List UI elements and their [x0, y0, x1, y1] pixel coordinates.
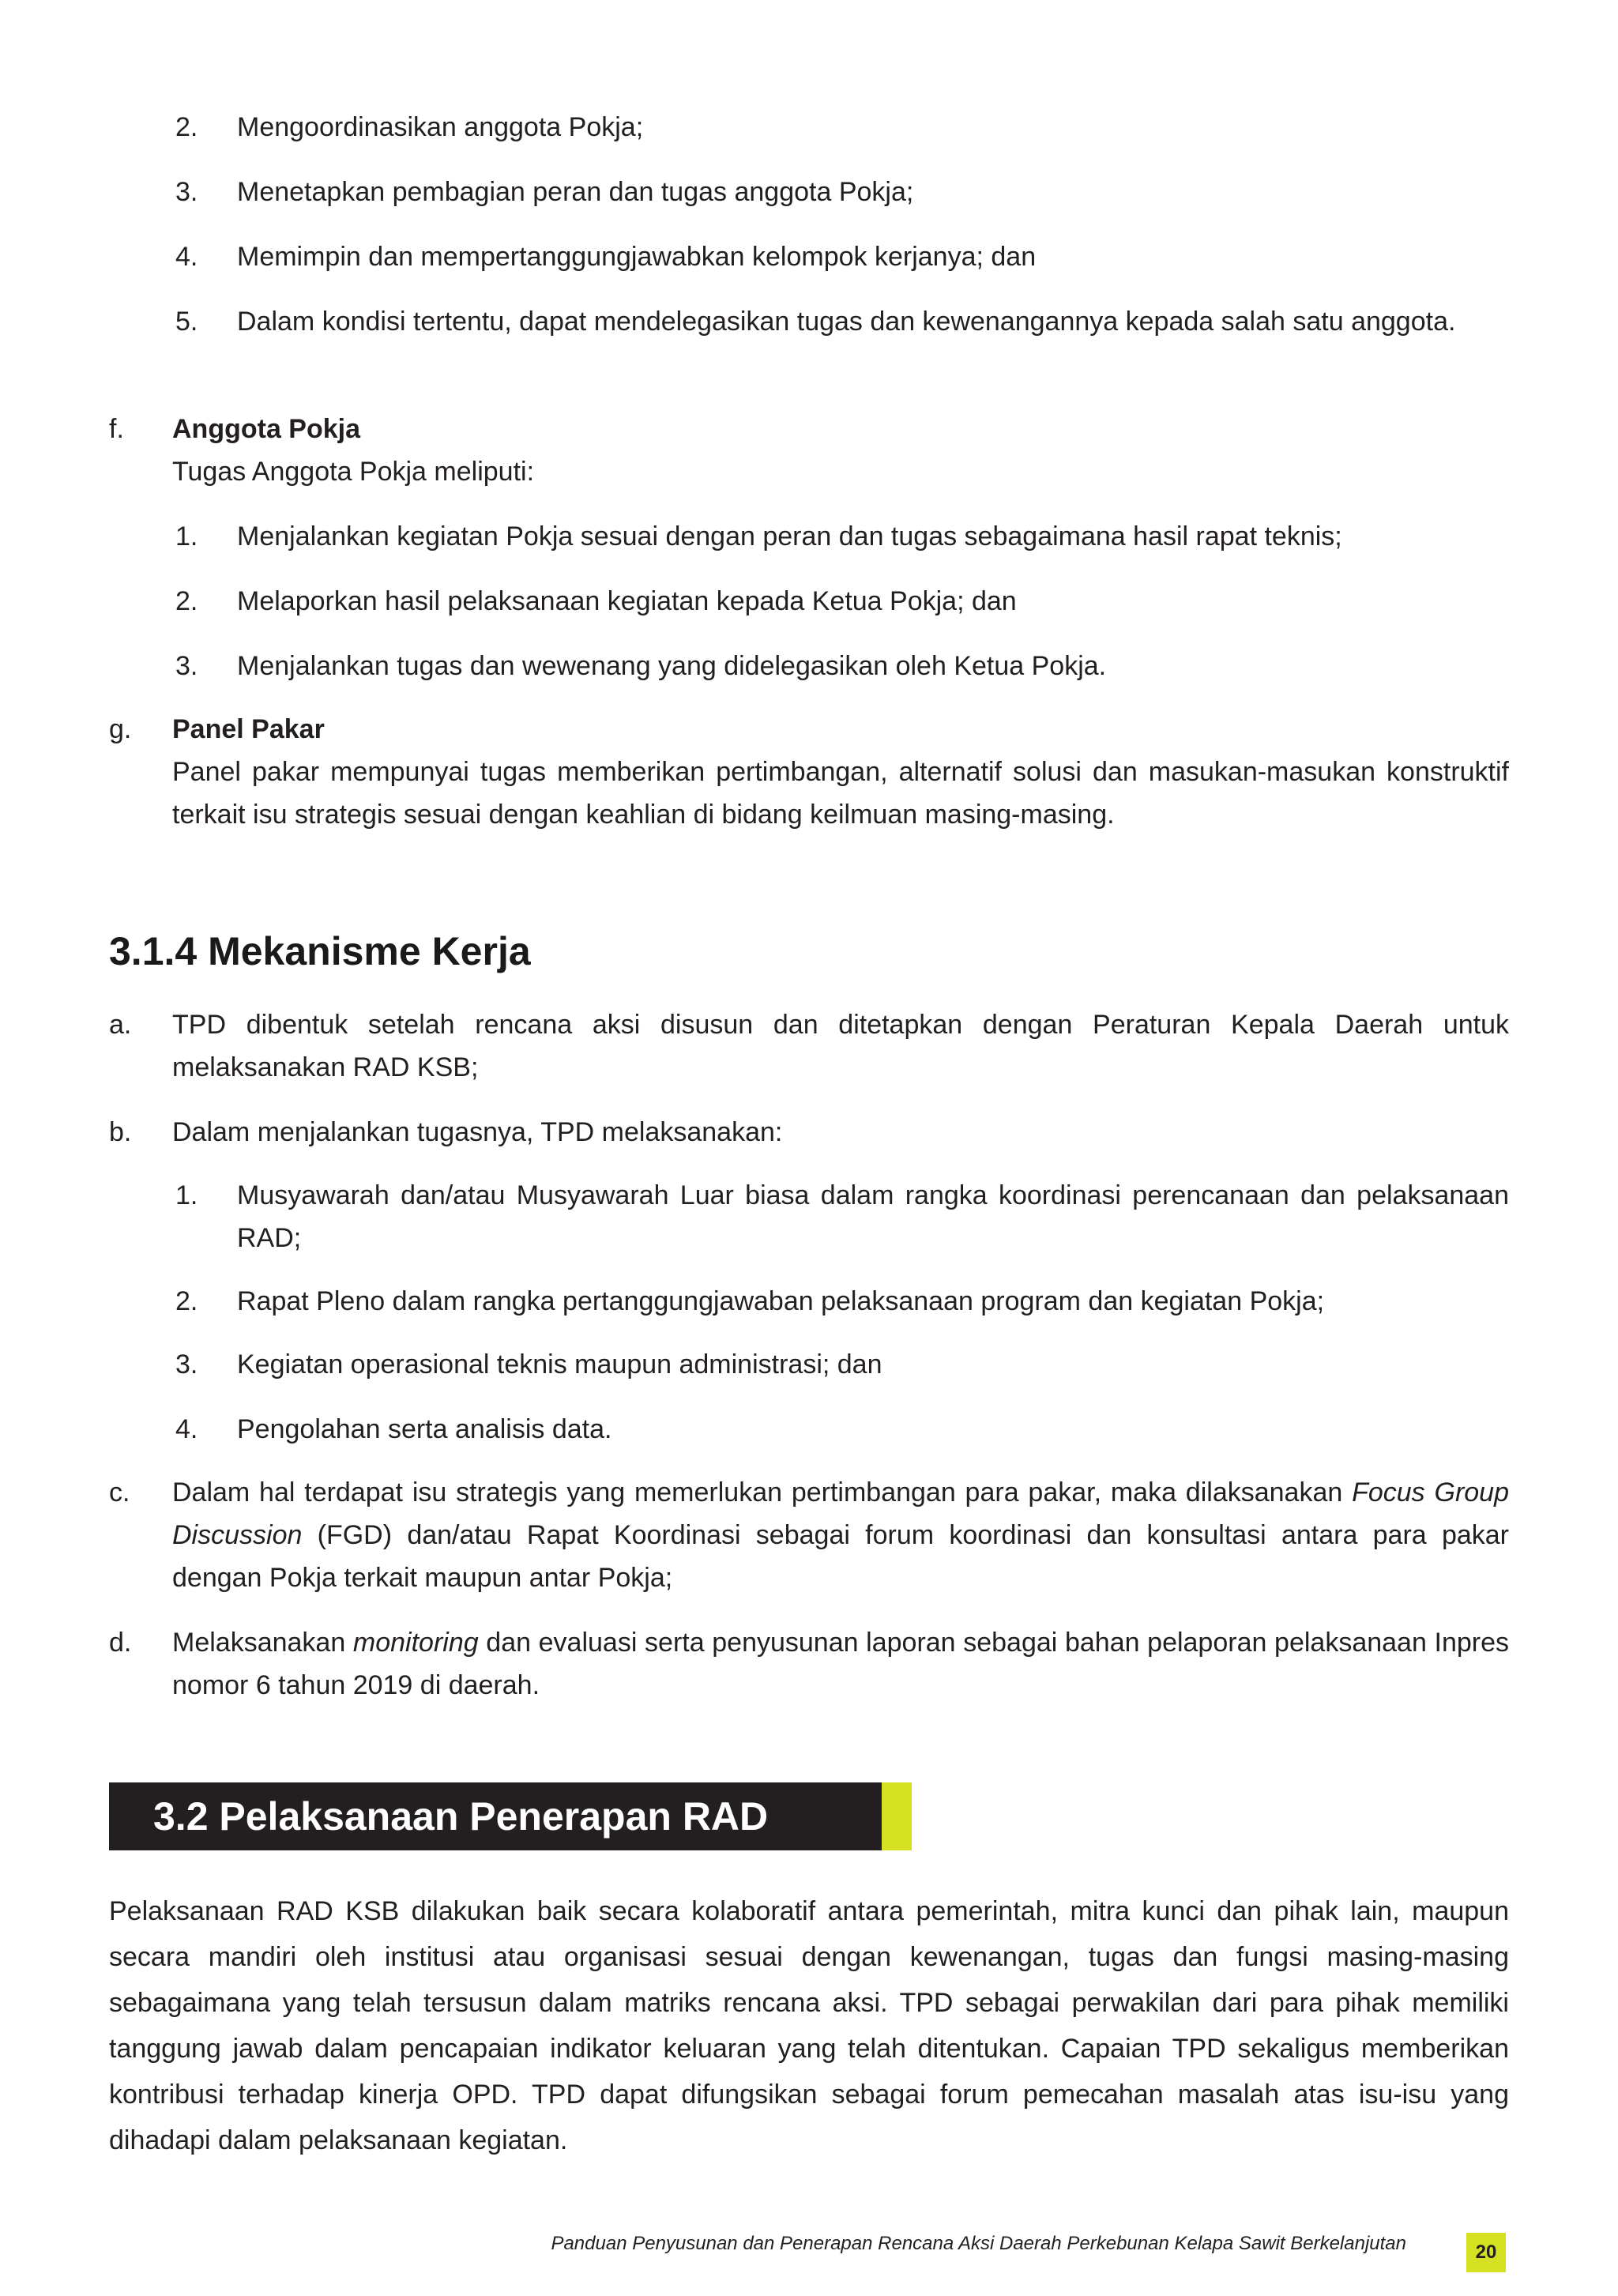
list-letter: d.	[109, 1628, 132, 1658]
list-text: TPD dibentuk setelah rencana aksi disusun dan ditetapkan dengan Peraturan Kepala Daerah untuk melaksanakan RAD KSB;	[172, 1010, 1509, 1082]
section-title: Anggota Pokja	[172, 414, 361, 444]
list-number: 2.	[175, 112, 198, 142]
list-letter: c.	[109, 1477, 130, 1507]
section-title: 3.2 Pelaksanaan Penerapan RAD	[153, 1794, 769, 1839]
list-number: 1.	[175, 1180, 198, 1210]
list-text: Menetapkan pembagian peran dan tugas anggota Pokja;	[237, 177, 914, 207]
section-intro: Tugas Anggota Pokja meliputi:	[172, 457, 535, 487]
page-number: 20	[1466, 2233, 1506, 2272]
footer-title: Panduan Penyusunan dan Penerapan Rencana Aksi Daerah Perkebunan Kelapa Sawit Berkelanjutan	[551, 2233, 1406, 2254]
list-number: 3.	[175, 1349, 198, 1379]
text-part: Melaksanakan	[172, 1628, 353, 1658]
list-text: Menjalankan kegiatan Pokja sesuai dengan peran dan tugas sebagaimana hasil rapat teknis;	[237, 521, 1342, 551]
list-text: Kegiatan operasional teknis maupun administrasi; dan	[237, 1349, 882, 1379]
list-number: 1.	[175, 521, 198, 551]
list-text: Musyawarah dan/atau Musyawarah Luar biasa dalam rangka koordinasi perencanaan dan pelaksanaan RAD;	[237, 1180, 1509, 1253]
list-number: 3.	[175, 651, 198, 681]
list-letter: a.	[109, 1010, 132, 1040]
list-text	[172, 1621, 1509, 1707]
list-text	[172, 1471, 1509, 1599]
list-number: 4.	[175, 242, 198, 272]
body-paragraph: Pelaksanaan RAD KSB dilakukan baik secara kolaboratif antara pemerintah, mitra kunci dan pihak lain, maupun secara mandiri oleh institusi atau organisasi sesuai dengan kewenangan, tugas dan fungsi masing-masing sebagaimana yang telah tersusun dalam matriks rencana aksi. TPD sebagai perwakilan dari para pihak memiliki tanggung jawab dalam pencapaian indikator keluaran yang telah ditentukan. Capaian TPD sekaligus memberikan kontribusi terhadap kinerja OPD. TPD dapat difungsikan sebagai forum pemecahan masalah atas isu-isu yang dihadapi dalam pelaksanaan kegiatan.	[109, 1896, 1509, 2155]
list-number: 2.	[175, 586, 198, 616]
list-text: Menjalankan tugas dan wewenang yang didelegasikan oleh Ketua Pokja.	[237, 651, 1107, 681]
list-text: Pengolahan serta analisis data.	[237, 1414, 612, 1444]
text-part: Dalam hal terdapat isu strategis yang memerlukan pertimbangan para pakar, maka dilaksanakan	[172, 1477, 1353, 1507]
section-heading: 3.1.4 Mekanisme Kerja	[109, 929, 531, 973]
list-number: 3.	[175, 177, 198, 207]
section-banner	[109, 1782, 912, 1850]
list-text: Memimpin dan mempertanggungjawabkan kelompok kerjanya; dan	[237, 242, 1037, 272]
text-part: (FGD) dan/atau Rapat Koordinasi sebagai forum koordinasi dan konsultasi antara para pakar dengan Pokja terkait maupun antar Pokja;	[172, 1520, 1509, 1593]
section-letter: f.	[109, 414, 124, 444]
list-text: Mengoordinasikan anggota Pokja;	[237, 112, 644, 142]
list-number: 5.	[175, 307, 198, 337]
text-emphasis: Focus Group Discussion	[172, 1477, 1509, 1550]
section-body: Panel pakar mempunyai tugas memberikan pertimbangan, alternatif solusi dan masukan-masukan konstruktif terkait isu strategis sesuai dengan keahlian di bidang keilmuan masing-masing.	[172, 757, 1509, 830]
list-letter: b.	[109, 1117, 132, 1147]
list-text: Rapat Pleno dalam rangka pertanggungjawaban pelaksanaan program dan kegiatan Pokja;	[237, 1286, 1325, 1316]
section-title: Panel Pakar	[172, 714, 325, 744]
list-text: Dalam menjalankan tugasnya, TPD melaksanakan:	[172, 1117, 783, 1147]
list-text: Melaporkan hasil pelaksanaan kegiatan kepada Ketua Pokja; dan	[237, 586, 1017, 616]
list-number: 2.	[175, 1286, 198, 1316]
text-emphasis: monitoring	[352, 1628, 479, 1658]
banner-accent	[882, 1782, 912, 1850]
text-part: dan evaluasi serta penyusunan laporan sebagai bahan pelaporan pelaksanaan Inpres nomor 6 tahun 2019 di daerah.	[172, 1628, 1509, 1700]
list-number: 4.	[175, 1414, 198, 1444]
list-text: Dalam kondisi tertentu, dapat mendelegasikan tugas dan kewenangannya kepada salah satu anggota.	[237, 307, 1456, 337]
section-letter: g.	[109, 714, 132, 744]
